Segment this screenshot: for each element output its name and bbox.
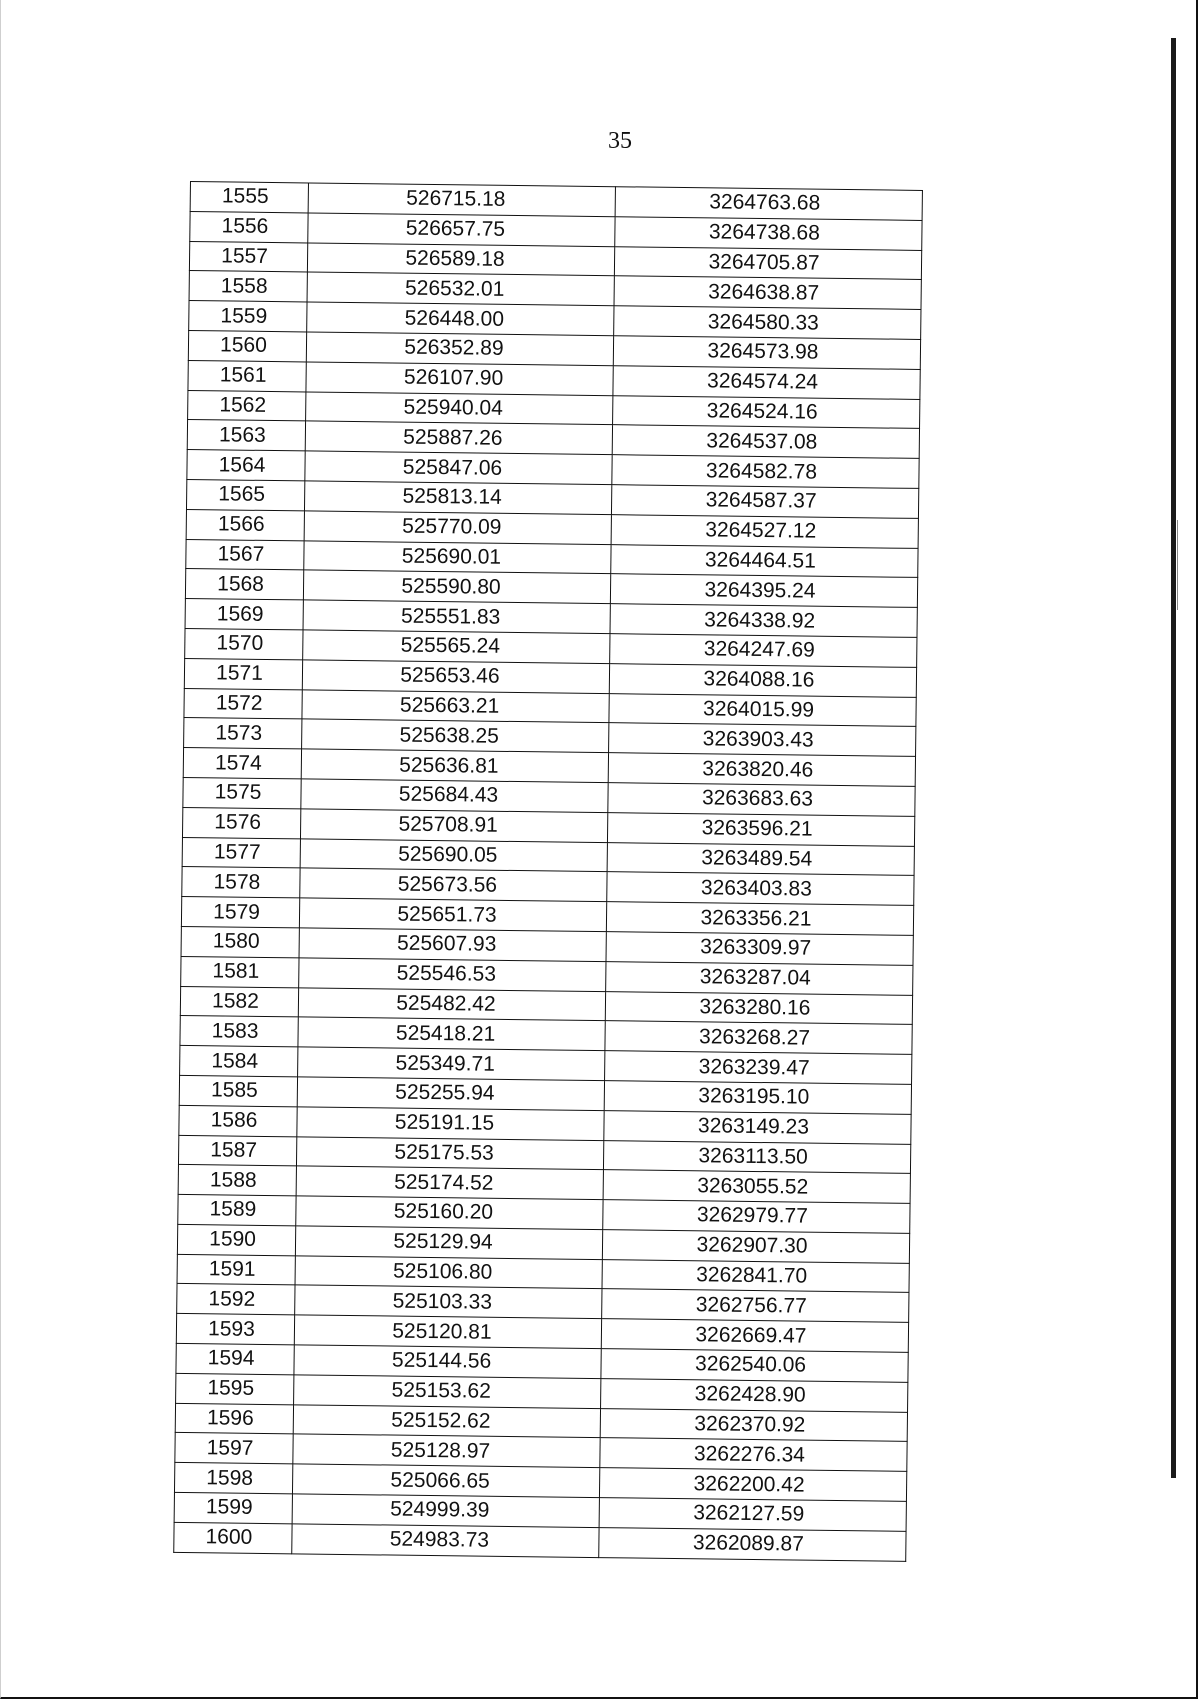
point-id-cell: 1571 — [184, 658, 302, 689]
y-coordinate-cell: 3264738.68 — [615, 216, 922, 250]
x-coordinate-cell: 525551.83 — [303, 600, 610, 634]
x-coordinate-cell: 525636.81 — [301, 749, 608, 783]
point-id-cell: 1594 — [176, 1343, 294, 1374]
y-coordinate-cell: 3262540.06 — [601, 1349, 908, 1383]
x-coordinate-cell: 525153.62 — [294, 1375, 601, 1409]
point-id-cell: 1570 — [185, 628, 303, 659]
x-coordinate-cell: 525418.21 — [298, 1017, 605, 1051]
y-coordinate-cell: 3263268.27 — [605, 1021, 912, 1055]
point-id-cell: 1578 — [182, 867, 300, 898]
x-coordinate-cell: 525673.56 — [300, 868, 607, 902]
point-id-cell: 1600 — [174, 1522, 292, 1553]
y-coordinate-cell: 3263239.47 — [605, 1051, 912, 1085]
y-coordinate-cell: 3263489.54 — [607, 842, 914, 876]
x-coordinate-cell: 525565.24 — [303, 630, 610, 664]
point-id-cell: 1563 — [187, 420, 305, 451]
y-coordinate-cell: 3263149.23 — [604, 1110, 911, 1144]
x-coordinate-cell: 525546.53 — [299, 958, 606, 992]
y-coordinate-cell: 3264537.08 — [612, 425, 919, 459]
point-id-cell: 1569 — [185, 599, 303, 630]
x-coordinate-cell: 525638.25 — [302, 719, 609, 753]
y-coordinate-cell: 3262428.90 — [601, 1378, 908, 1412]
y-coordinate-cell: 3263195.10 — [604, 1081, 911, 1115]
x-coordinate-cell: 525120.81 — [294, 1315, 601, 1349]
y-coordinate-cell: 3264464.51 — [611, 544, 918, 578]
x-coordinate-cell: 525684.43 — [301, 779, 608, 813]
scan-binding-edge-faint — [1177, 520, 1178, 610]
point-id-cell: 1588 — [178, 1165, 296, 1196]
y-coordinate-cell: 3264580.33 — [614, 306, 921, 340]
point-id-cell: 1575 — [183, 777, 301, 808]
y-coordinate-cell: 3263903.43 — [609, 723, 916, 757]
point-id-cell: 1587 — [178, 1135, 296, 1166]
y-coordinate-cell: 3262089.87 — [599, 1527, 906, 1561]
point-id-cell: 1598 — [174, 1463, 292, 1494]
y-coordinate-cell: 3264574.24 — [613, 365, 920, 399]
x-coordinate-cell: 526448.00 — [307, 302, 614, 336]
point-id-cell: 1577 — [182, 837, 300, 868]
x-coordinate-cell: 525255.94 — [297, 1077, 604, 1111]
x-coordinate-cell: 526657.75 — [308, 213, 615, 247]
x-coordinate-cell: 525813.14 — [304, 481, 611, 515]
point-id-cell: 1589 — [178, 1195, 296, 1226]
y-coordinate-cell: 3263683.63 — [608, 783, 915, 817]
y-coordinate-cell: 3263287.04 — [606, 961, 913, 995]
point-id-cell: 1573 — [184, 718, 302, 749]
x-coordinate-cell: 525663.21 — [302, 689, 609, 723]
x-coordinate-cell: 525770.09 — [304, 511, 611, 545]
y-coordinate-cell: 3264763.68 — [615, 187, 922, 221]
x-coordinate-cell: 525847.06 — [305, 451, 612, 485]
point-id-cell: 1565 — [186, 479, 304, 510]
y-coordinate-cell: 3264088.16 — [609, 663, 916, 697]
x-coordinate-cell: 525128.97 — [293, 1434, 600, 1468]
x-coordinate-cell: 525653.46 — [302, 660, 609, 694]
point-id-cell: 1562 — [188, 390, 306, 421]
point-id-cell: 1576 — [182, 807, 300, 838]
point-id-cell: 1572 — [184, 688, 302, 719]
x-coordinate-cell: 525144.56 — [294, 1345, 601, 1379]
y-coordinate-cell: 3263055.52 — [603, 1170, 910, 1204]
point-id-cell: 1584 — [180, 1046, 298, 1077]
point-id-cell: 1559 — [189, 301, 307, 332]
point-id-cell: 1592 — [177, 1284, 295, 1315]
y-coordinate-cell: 3262756.77 — [602, 1289, 909, 1323]
y-coordinate-cell: 3264638.87 — [614, 276, 921, 310]
y-coordinate-cell: 3262907.30 — [602, 1230, 909, 1264]
y-coordinate-cell: 3263820.46 — [608, 753, 915, 787]
point-id-cell: 1586 — [179, 1105, 297, 1136]
point-id-cell: 1564 — [187, 450, 305, 481]
coordinate-table-container — [173, 181, 922, 1561]
point-id-cell: 1555 — [190, 182, 308, 213]
point-id-cell: 1566 — [186, 509, 304, 540]
x-coordinate-cell: 525607.93 — [299, 928, 606, 962]
point-id-cell: 1560 — [188, 330, 306, 361]
point-id-cell: 1582 — [180, 986, 298, 1017]
x-coordinate-cell: 525887.26 — [305, 421, 612, 455]
y-coordinate-cell: 3264524.16 — [613, 395, 920, 429]
y-coordinate-cell: 3262127.59 — [599, 1498, 906, 1532]
x-coordinate-cell: 525160.20 — [296, 1196, 603, 1230]
point-id-cell: 1558 — [189, 271, 307, 302]
y-coordinate-cell: 3263403.83 — [607, 872, 914, 906]
y-coordinate-cell: 3262669.47 — [601, 1319, 908, 1353]
y-coordinate-cell: 3262841.70 — [602, 1259, 909, 1293]
y-coordinate-cell: 3262979.77 — [603, 1200, 910, 1234]
y-coordinate-cell: 3262276.34 — [600, 1438, 907, 1472]
x-coordinate-cell: 526352.89 — [306, 332, 613, 366]
point-id-cell: 1557 — [189, 241, 307, 272]
x-coordinate-cell: 525690.01 — [304, 540, 611, 574]
coordinate-table-body — [174, 182, 923, 1561]
point-id-cell: 1556 — [190, 211, 308, 242]
x-coordinate-cell: 526589.18 — [307, 243, 614, 277]
x-coordinate-cell: 525482.42 — [298, 987, 605, 1021]
point-id-cell: 1568 — [185, 569, 303, 600]
y-coordinate-cell: 3264527.12 — [611, 514, 918, 548]
coordinate-table — [173, 181, 923, 1562]
point-id-cell: 1579 — [181, 897, 299, 928]
y-coordinate-cell: 3264587.37 — [611, 485, 918, 519]
y-coordinate-cell: 3264338.92 — [610, 604, 917, 638]
x-coordinate-cell: 525349.71 — [298, 1047, 605, 1081]
x-coordinate-cell: 525590.80 — [303, 570, 610, 604]
x-coordinate-cell: 525174.52 — [296, 1166, 603, 1200]
x-coordinate-cell: 525651.73 — [299, 898, 606, 932]
y-coordinate-cell: 3264015.99 — [609, 693, 916, 727]
x-coordinate-cell: 524999.39 — [292, 1494, 599, 1528]
x-coordinate-cell: 525940.04 — [306, 392, 613, 426]
y-coordinate-cell: 3263596.21 — [607, 812, 914, 846]
x-coordinate-cell: 526532.01 — [307, 272, 614, 306]
x-coordinate-cell: 525066.65 — [292, 1464, 599, 1498]
y-coordinate-cell: 3263113.50 — [603, 1140, 910, 1174]
point-id-cell: 1574 — [183, 748, 301, 779]
point-id-cell: 1595 — [176, 1373, 294, 1404]
x-coordinate-cell: 525103.33 — [295, 1285, 602, 1319]
x-coordinate-cell: 525175.53 — [296, 1136, 603, 1170]
x-coordinate-cell: 525129.94 — [295, 1226, 602, 1260]
x-coordinate-cell: 525191.15 — [297, 1107, 604, 1141]
point-id-cell: 1567 — [186, 539, 304, 570]
y-coordinate-cell: 3262200.42 — [599, 1468, 906, 1502]
x-coordinate-cell: 525106.80 — [295, 1256, 602, 1290]
point-id-cell: 1596 — [175, 1403, 293, 1434]
point-id-cell: 1597 — [175, 1433, 293, 1464]
point-id-cell: 1591 — [177, 1254, 295, 1285]
x-coordinate-cell: 524983.73 — [292, 1524, 599, 1558]
point-id-cell: 1590 — [177, 1224, 295, 1255]
y-coordinate-cell: 3264582.78 — [612, 455, 919, 489]
scan-binding-edge — [1171, 38, 1176, 1478]
x-coordinate-cell: 525690.05 — [300, 838, 607, 872]
y-coordinate-cell: 3263280.16 — [605, 991, 912, 1025]
x-coordinate-cell: 525708.91 — [300, 809, 607, 843]
x-coordinate-cell: 525152.62 — [293, 1405, 600, 1439]
y-coordinate-cell: 3264705.87 — [614, 246, 921, 280]
x-coordinate-cell: 526715.18 — [308, 183, 615, 217]
y-coordinate-cell: 3264395.24 — [610, 574, 917, 608]
x-coordinate-cell: 526107.90 — [306, 362, 613, 396]
y-coordinate-cell: 3264573.98 — [613, 336, 920, 370]
point-id-cell: 1583 — [180, 1016, 298, 1047]
y-coordinate-cell: 3263309.97 — [606, 932, 913, 966]
point-id-cell: 1585 — [179, 1075, 297, 1106]
point-id-cell: 1580 — [181, 926, 299, 957]
point-id-cell: 1561 — [188, 360, 306, 391]
y-coordinate-cell: 3262370.92 — [600, 1408, 907, 1442]
point-id-cell: 1581 — [181, 956, 299, 987]
point-id-cell: 1593 — [176, 1314, 294, 1345]
y-coordinate-cell: 3263356.21 — [606, 902, 913, 936]
page-number: 35 — [608, 128, 632, 154]
y-coordinate-cell: 3264247.69 — [610, 634, 917, 668]
point-id-cell: 1599 — [174, 1492, 292, 1523]
